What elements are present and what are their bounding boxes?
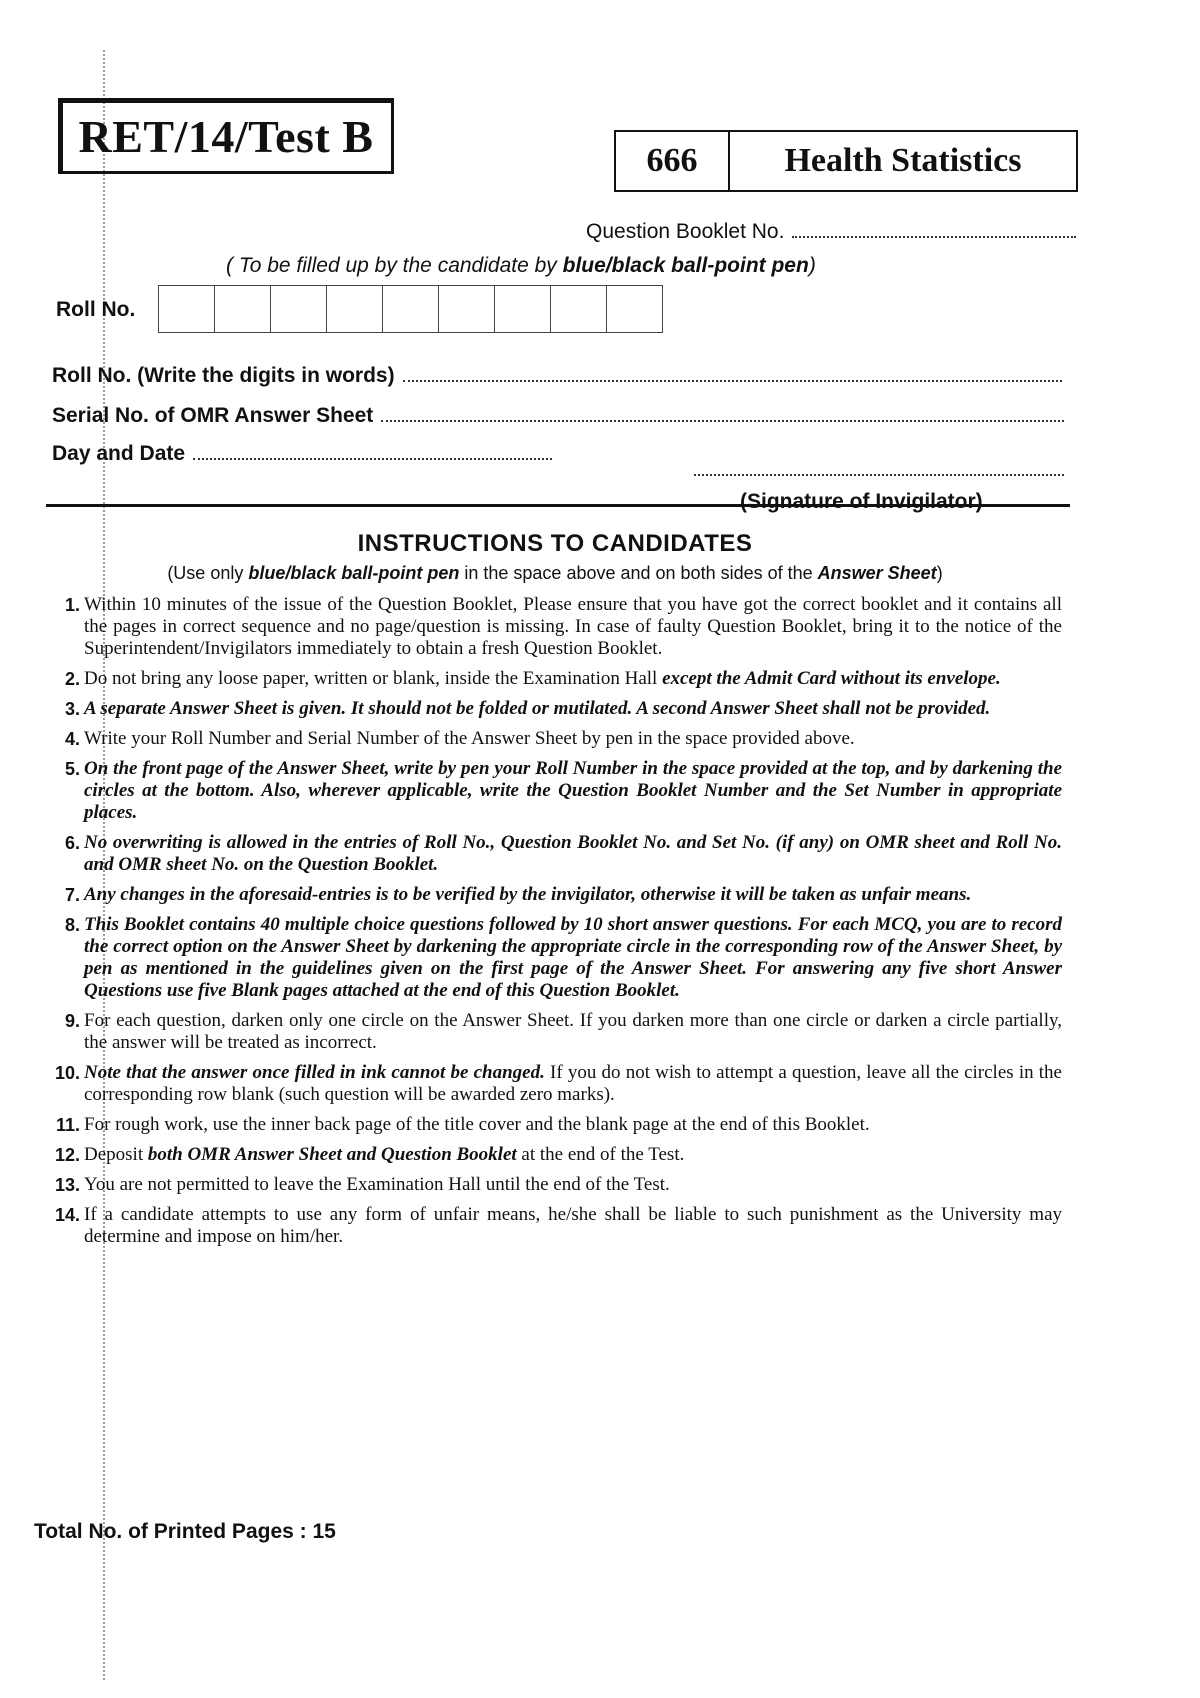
instruction-item [52, 1062, 1062, 1106]
instruction-item [52, 832, 1062, 876]
instruction-text-italic: This Booklet contains 40 multiple choice questions followed by 10 short answer questions. For each MCQ, you are to record the correct option on the Answer Sheet by darkening the appropriate circle in the corresponding row of the Answer Sheet, by pen as mentioned in the guidelines given on the first page of the Answer Sheet. For answering any five short Answer Questions use five Blank pages attached at the end of this Question Booklet. [84, 914, 1062, 1001]
instruction-text-italic: Any changes in the aforesaid-entries is to be verified by the invigilator, otherwise it will be taken as unfair means. [84, 884, 972, 905]
roll-words-label: Roll No. (Write the digits in words) [52, 364, 395, 387]
fill-instruction-note [226, 254, 816, 278]
instruction-number: 3. [64, 699, 80, 719]
instruction-text-italic: Note that the answer once filled in ink cannot be changed. [84, 1062, 545, 1083]
instruction-text-italic: both OMR Answer Sheet and Question Booklet [147, 1144, 517, 1165]
instruction-text-plain: Write your Roll Number and Serial Number of the Answer Sheet by pen in the space provided above. [84, 728, 855, 749]
subject-code: 666 [616, 132, 730, 190]
note-suffix: ) [936, 563, 943, 583]
roll-no-digit-box[interactable] [326, 285, 382, 333]
omr-serial-label: Serial No. of OMR Answer Sheet [52, 404, 374, 427]
day-date-dotted-line [193, 457, 552, 460]
instruction-item [52, 698, 1062, 720]
exam-code-box [58, 98, 394, 174]
roll-no-digit-box[interactable] [214, 285, 270, 333]
instruction-item [52, 758, 1062, 824]
instruction-number: 14. [54, 1205, 80, 1225]
instruction-item [52, 668, 1062, 690]
day-date-field[interactable] [52, 442, 552, 466]
instruction-item [52, 728, 1062, 750]
day-date-label: Day and Date [52, 442, 186, 465]
roll-no-boxes[interactable] [158, 285, 663, 333]
roll-no-digit-box[interactable] [550, 285, 606, 333]
omr-serial-field[interactable] [52, 404, 1064, 428]
instruction-number: 13. [54, 1175, 80, 1195]
note-answer-sheet: Answer Sheet [817, 563, 937, 583]
instruction-text-plain: Do not bring any loose paper, written or blank, inside the Examination Hall [84, 668, 663, 689]
instruction-text-plain: For rough work, use the inner back page of the title cover and the blank page at the end of this Booklet. [84, 1114, 870, 1135]
instruction-text-tail: If you do not wish to attempt a question, leave all the circles in the corresponding row blank (such question will be awarded zero marks). [84, 1062, 1062, 1105]
instructions-title: INSTRUCTIONS TO CANDIDATES [357, 530, 753, 557]
instruction-item [52, 884, 1062, 906]
instruction-number: 11. [55, 1115, 80, 1135]
omr-serial-dotted-line [381, 419, 1064, 422]
exam-code: RET/14/Test B [78, 110, 374, 162]
instruction-item [52, 1144, 1062, 1166]
instruction-item [52, 1010, 1062, 1054]
instruction-text-tail: at the end of the Test. [516, 1144, 685, 1165]
instruction-number: 2. [64, 669, 80, 689]
instruction-number: 12. [54, 1145, 80, 1165]
signature-label: (Signature of Invigilator) [740, 490, 983, 513]
roll-no-digit-box[interactable] [382, 285, 438, 333]
roll-no-digit-box[interactable] [438, 285, 494, 333]
subject-box [614, 130, 1078, 192]
instruction-number: 7. [64, 885, 80, 905]
instruction-item [52, 1174, 1062, 1196]
instruction-item [52, 1204, 1062, 1248]
instruction-text-italic: A separate Answer Sheet is given. It should not be folded or mutilated. A second Answer Sheet shall not be provided. [84, 698, 991, 719]
roll-no-digit-box[interactable] [158, 285, 214, 333]
instruction-text-italic: No overwriting is allowed in the entries of Roll No., Question Booklet No. and Set No. (if any) on OMR sheet and Roll No. and OMR sheet No. on the Question Booklet. [84, 832, 1062, 875]
instruction-number: 10. [54, 1063, 80, 1083]
roll-no-digit-box[interactable] [494, 285, 550, 333]
instruction-item [52, 914, 1062, 1002]
roll-words-field[interactable] [52, 364, 1062, 388]
note-pen: blue/black ball-point pen [248, 563, 460, 583]
instruction-number: 1. [64, 595, 80, 615]
instructions-note [0, 563, 1110, 584]
instructions-list [52, 594, 1062, 1256]
instruction-item [52, 1114, 1062, 1136]
instruction-number: 9. [64, 1011, 80, 1031]
question-booklet-label: Question Booklet No. [586, 220, 785, 243]
instruction-text-plain: For each question, darken only one circle on the Answer Sheet. If you darken more than one circle or darken a circle partially, the answer will be treated as incorrect. [84, 1010, 1062, 1053]
total-printed-pages: Total No. of Printed Pages : 15 [34, 1520, 336, 1543]
instruction-text-plain: You are not permitted to leave the Examination Hall until the end of the Test. [84, 1174, 670, 1195]
instruction-number: 8. [64, 915, 80, 935]
roll-no-digit-box[interactable] [270, 285, 326, 333]
signature-dotted-line[interactable] [694, 474, 1064, 476]
instruction-text-plain: If a candidate attempts to use any form of unfair means, he/she shall be liable to such punishment as the University may determine and impose on him/her. [84, 1204, 1062, 1247]
roll-no-digit-box[interactable] [606, 285, 663, 333]
instruction-text-plain: Deposit [84, 1144, 148, 1165]
roll-no-label: Roll No. [56, 298, 136, 321]
instruction-text-plain: Within 10 minutes of the issue of the Question Booklet, Please ensure that you have got the correct booklet and it contains all the pages in correct sequence and no page/question is missing. In case of faulty Question Booklet, bring it to the notice of the Superintendent/Invigilators immediately to obtain a fresh Question Booklet. [84, 594, 1062, 659]
roll-words-dotted-line [403, 379, 1062, 382]
question-booklet-number-field[interactable] [586, 220, 1076, 244]
instruction-text-italic: except the Admit Card without its envelope. [662, 668, 1001, 689]
fill-note-pen: blue/black ball-point pen [562, 254, 809, 277]
instruction-number: 4. [64, 729, 80, 749]
fill-note-prefix: ( To be filled up by the candidate by [226, 254, 563, 277]
subject-name: Health Statistics [784, 142, 1022, 179]
instruction-number: 6. [64, 833, 80, 853]
note-middle: in the space above and on both sides of the [459, 563, 818, 583]
header-divider [46, 504, 1070, 507]
note-prefix: (Use only [167, 563, 249, 583]
fill-note-suffix: ) [808, 254, 816, 277]
instruction-item [52, 594, 1062, 660]
question-booklet-dotted-line [792, 235, 1076, 238]
instruction-number: 5. [64, 759, 80, 779]
instruction-text-italic: On the front page of the Answer Sheet, write by pen your Roll Number in the space provided at the top, and by darkening the circles at the bottom. Also, wherever applicable, write the Question Booklet Number and the Set Number in appropriate places. [84, 758, 1062, 823]
